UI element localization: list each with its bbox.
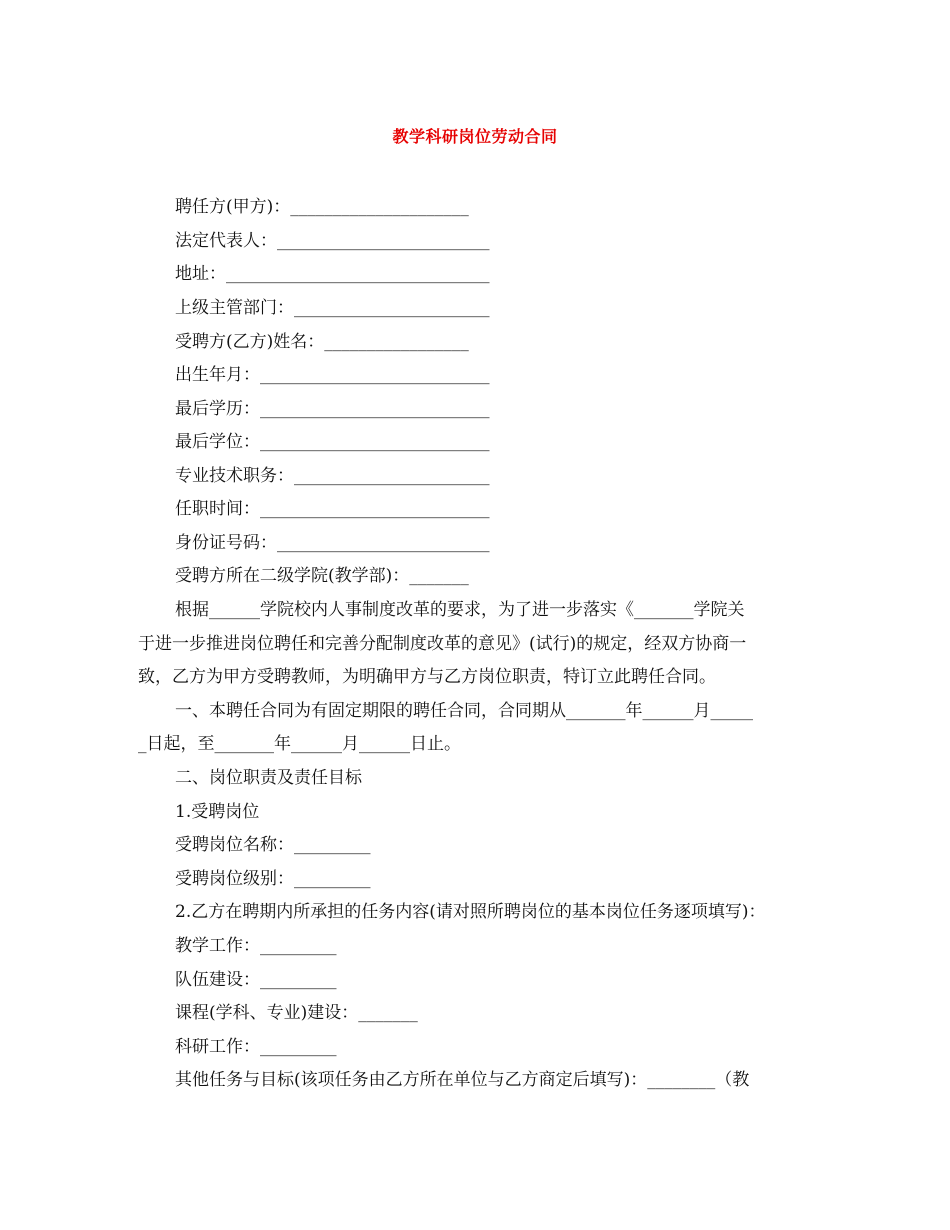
id-number-field: 身份证号码：_________________________ [175,533,490,553]
section-1-heading: 1.受聘岗位 [175,802,260,822]
clause-1-line-1: 一、本聘任合同为有固定期限的聘任合同，合同期从_______年______月_____ [175,701,753,721]
teaching-work-field: 教学工作：_________ [175,936,337,956]
clause-1-line-2: _日起，至_______年______月______日止。 [138,734,461,754]
section-2-heading: 2.乙方在聘期内所承担的任务内容(请对照所聘岗位的基本岗位任务逐项填写)： [175,902,766,922]
document-title: 教学科研岗位劳动合同 [392,127,558,146]
legal-representative-field: 法定代表人：_________________________ [175,231,490,251]
position-name-field: 受聘岗位名称：_________ [175,835,371,855]
research-work-field: 科研工作：_________ [175,1037,337,1057]
birth-date-field: 出生年月：___________________________ [175,365,490,385]
tenure-time-field: 任职时间：___________________________ [175,499,490,519]
education-field: 最后学历：___________________________ [175,399,490,419]
position-level-field: 受聘岗位级别：_________ [175,869,371,889]
preamble-line-2: 于进一步推进岗位聘任和完善分配制度改革的意见》(试行)的规定，经双方协商一 [138,634,747,654]
supervising-department-field: 上级主管部门：_______________________ [175,298,490,318]
degree-field: 最后学位：___________________________ [175,432,490,452]
preamble-line-1: 根据______学院校内人事制度改革的要求，为了进一步落实《_______学院关 [175,600,745,620]
address-field: 地址：_______________________________ [175,264,490,284]
curriculum-building-field: 课程(学科、专业)建设：_______ [175,1003,418,1023]
other-tasks-field: 其他任务与目标(该项任务由乙方所在单位与乙方商定后填写)：________（教 [175,1070,750,1090]
college-field: 受聘方所在二级学院(教学部)：_______ [175,566,469,586]
clause-2-heading: 二、岗位职责及责任目标 [175,768,362,788]
preamble-line-3: 致，乙方为甲方受聘教师，为明确甲方与乙方岗位职责，特订立此聘任合同。 [138,667,716,687]
professional-title-field: 专业技术职务：_______________________ [175,466,490,486]
team-building-field: 队伍建设：_________ [175,970,337,990]
employee-name-field: 受聘方(乙方)姓名：_________________ [175,332,469,352]
employer-field: 聘任方(甲方)：_____________________ [175,197,469,217]
